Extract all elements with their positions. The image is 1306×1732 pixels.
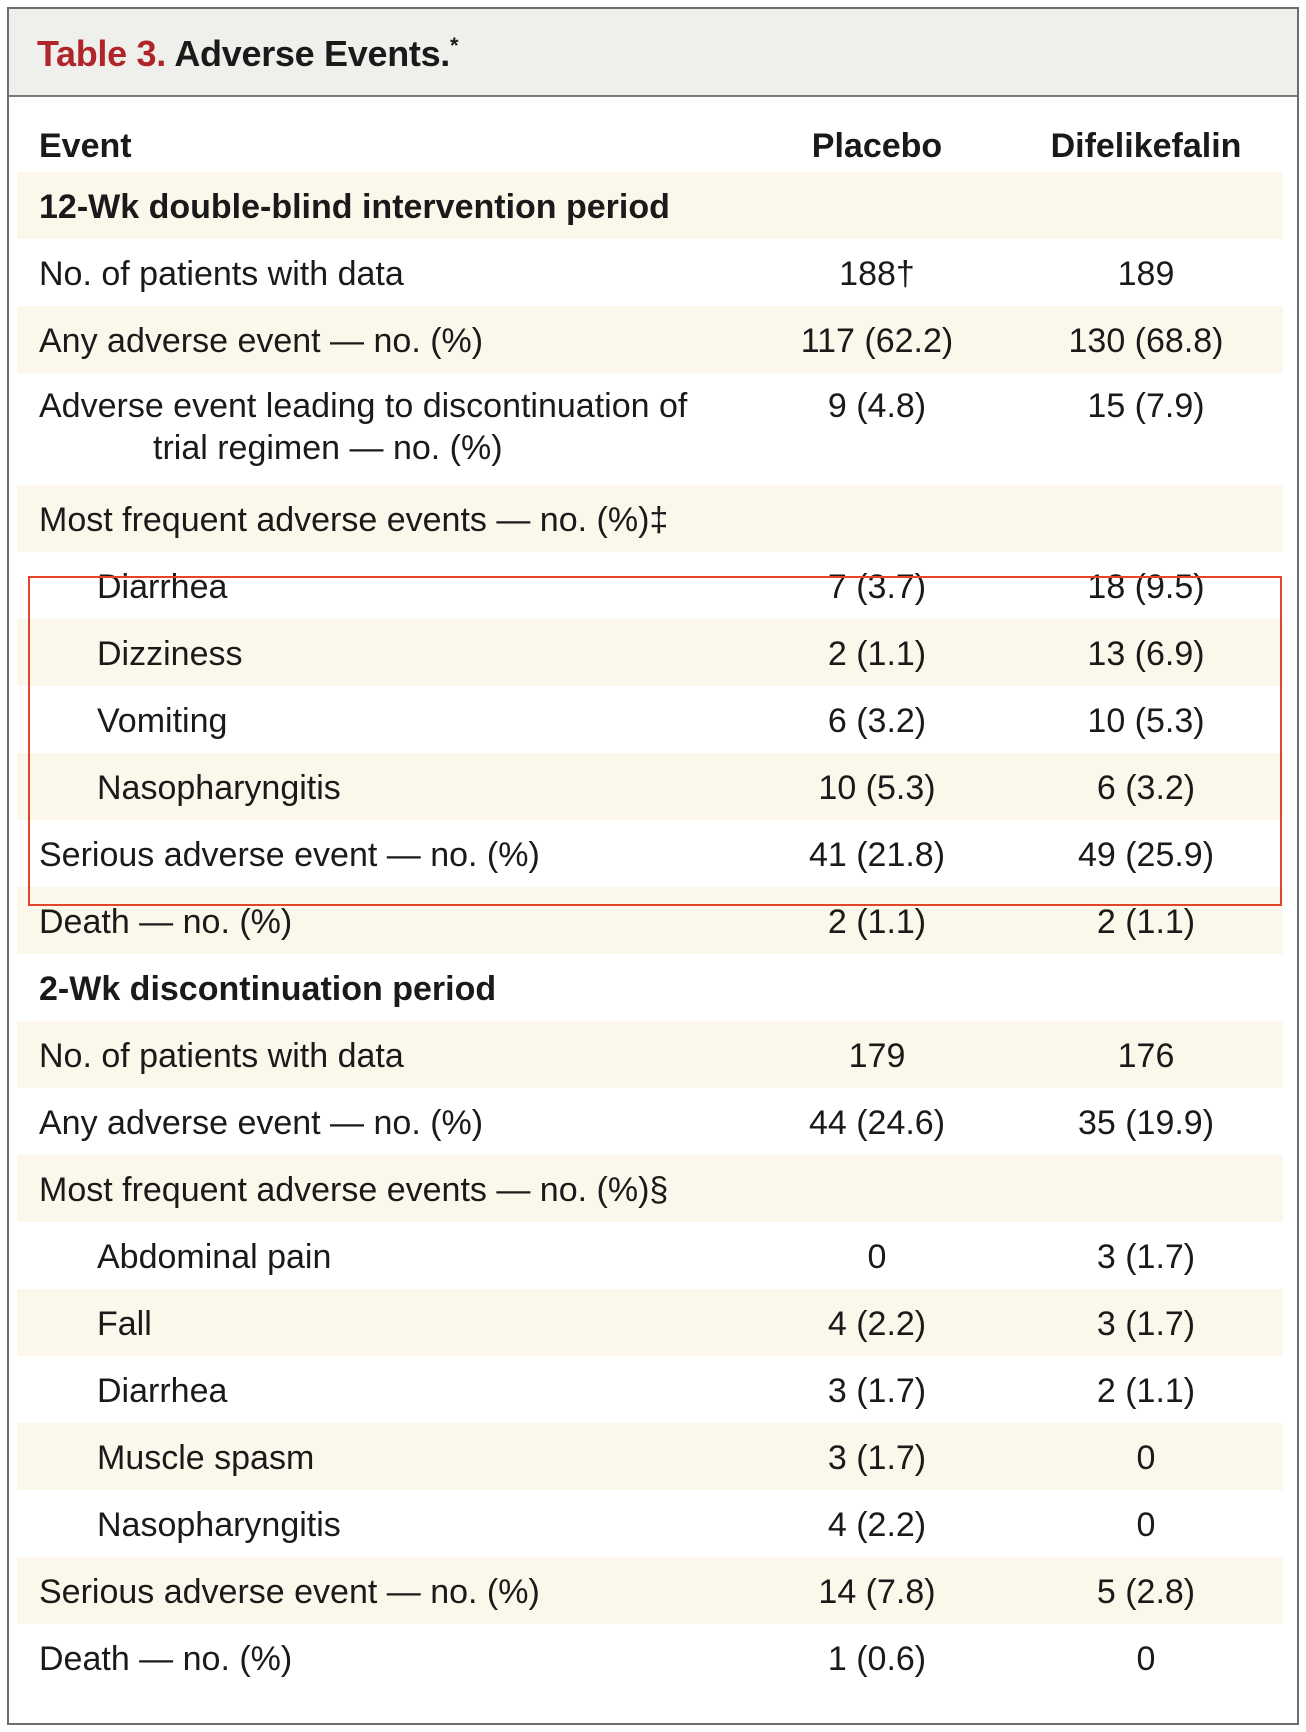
event-label-line1: Adverse event leading to discontinuation of (39, 387, 688, 425)
placebo-value: 0 (867, 1238, 887, 1276)
footnote-mark: * (450, 33, 459, 58)
difelikefalin-value: 189 (1117, 255, 1175, 293)
table-row (17, 1557, 1283, 1624)
placebo-value: 1 (0.6) (827, 1640, 927, 1678)
event-label: Diarrhea (97, 1372, 228, 1410)
difelikefalin-value: 130 (68.8) (1068, 322, 1224, 360)
difelikefalin-value: 13 (6.9) (1087, 635, 1205, 673)
placebo-value: 9 (4.8) (827, 387, 927, 425)
event-label: No. of patients with data (39, 255, 404, 293)
placebo-value: 2 (1.1) (827, 635, 927, 673)
adverse-events-table (17, 105, 1283, 1691)
table-row (17, 887, 1283, 954)
difelikefalin-value: 176 (1117, 1037, 1175, 1075)
section-heading-12wk (17, 172, 1283, 239)
event-label: Any adverse event — no. (%) (39, 322, 484, 360)
difelikefalin-value: 0 (1136, 1506, 1156, 1544)
placebo-value: 117 (62.2) (800, 322, 954, 360)
table-row (17, 485, 1283, 552)
table-row (17, 1155, 1283, 1222)
table-title (37, 33, 458, 75)
table-row (17, 1356, 1283, 1423)
table-row (17, 1088, 1283, 1155)
event-label: Serious adverse event — no. (%) (39, 1573, 540, 1611)
event-label: Nasopharyngitis (97, 769, 341, 807)
difelikefalin-value: 18 (9.5) (1087, 568, 1205, 606)
event-label: Vomiting (97, 702, 228, 740)
table-title-bar (9, 9, 1297, 97)
table-row (17, 373, 1283, 485)
event-label: Muscle spasm (97, 1439, 315, 1477)
difelikefalin-value: 49 (25.9) (1077, 836, 1215, 874)
event-label: No. of patients with data (39, 1037, 404, 1075)
column-header-difelikefalin: Difelikefalin (1050, 127, 1242, 165)
difelikefalin-value: 15 (7.9) (1087, 387, 1205, 425)
event-label: Most frequent adverse events — no. (%)§ (39, 1171, 669, 1209)
placebo-value: 4 (2.2) (827, 1506, 927, 1544)
table-caption: Adverse Events. (174, 33, 451, 74)
table-number: Table 3. (37, 33, 166, 74)
table-header-row (17, 105, 1283, 172)
table-row (17, 753, 1283, 820)
placebo-value: 179 (848, 1037, 906, 1075)
event-label: Most frequent adverse events — no. (%)‡ (39, 501, 669, 539)
table-row (17, 820, 1283, 887)
event-label: Any adverse event — no. (%) (39, 1104, 484, 1142)
table-row (17, 552, 1283, 619)
difelikefalin-value: 0 (1136, 1640, 1156, 1678)
table-row (17, 1490, 1283, 1557)
table-row (17, 1222, 1283, 1289)
difelikefalin-value: 10 (5.3) (1087, 702, 1205, 740)
table-row (17, 239, 1283, 306)
placebo-value: 14 (7.8) (818, 1573, 936, 1611)
placebo-value: 41 (21.8) (808, 836, 946, 874)
event-label: Dizziness (97, 635, 243, 673)
section-heading: 12-Wk double-blind intervention period (39, 188, 670, 226)
event-label: Fall (97, 1305, 152, 1343)
event-label: Abdominal pain (97, 1238, 332, 1276)
table-row (17, 686, 1283, 753)
difelikefalin-value: 35 (19.9) (1077, 1104, 1215, 1142)
difelikefalin-value: 2 (1.1) (1096, 1372, 1196, 1410)
table-row (17, 1289, 1283, 1356)
difelikefalin-value: 3 (1.7) (1096, 1238, 1196, 1276)
table-row (17, 619, 1283, 686)
event-label: Nasopharyngitis (97, 1506, 341, 1544)
placebo-value: 10 (5.3) (818, 769, 936, 807)
event-label: Diarrhea (97, 568, 228, 606)
difelikefalin-value: 2 (1.1) (1096, 903, 1196, 941)
event-label (39, 385, 687, 469)
column-header-placebo: Placebo (811, 127, 943, 165)
placebo-value: 3 (1.7) (827, 1372, 927, 1410)
placebo-value: 44 (24.6) (808, 1104, 946, 1142)
table-row (17, 306, 1283, 373)
difelikefalin-value: 3 (1.7) (1096, 1305, 1196, 1343)
section-heading: 2-Wk discontinuation period (39, 970, 497, 1008)
event-label-line2: trial regimen — no. (%) (153, 429, 503, 467)
table-panel (7, 7, 1299, 1725)
placebo-value: 7 (3.7) (827, 568, 927, 606)
difelikefalin-value: 5 (2.8) (1096, 1573, 1196, 1611)
table-row (17, 1021, 1283, 1088)
difelikefalin-value: 6 (3.2) (1096, 769, 1196, 807)
section-heading-2wk (17, 954, 1283, 1021)
table-row (17, 1624, 1283, 1691)
placebo-value: 6 (3.2) (827, 702, 927, 740)
placebo-value: 3 (1.7) (827, 1439, 927, 1477)
event-label: Death — no. (%) (39, 903, 293, 941)
placebo-value: 2 (1.1) (827, 903, 927, 941)
placebo-value: 4 (2.2) (827, 1305, 927, 1343)
column-header-event: Event (39, 127, 132, 165)
table-row (17, 1423, 1283, 1490)
event-label: Death — no. (%) (39, 1640, 293, 1678)
event-label: Serious adverse event — no. (%) (39, 836, 540, 874)
difelikefalin-value: 0 (1136, 1439, 1156, 1477)
placebo-value: 188† (839, 255, 915, 293)
